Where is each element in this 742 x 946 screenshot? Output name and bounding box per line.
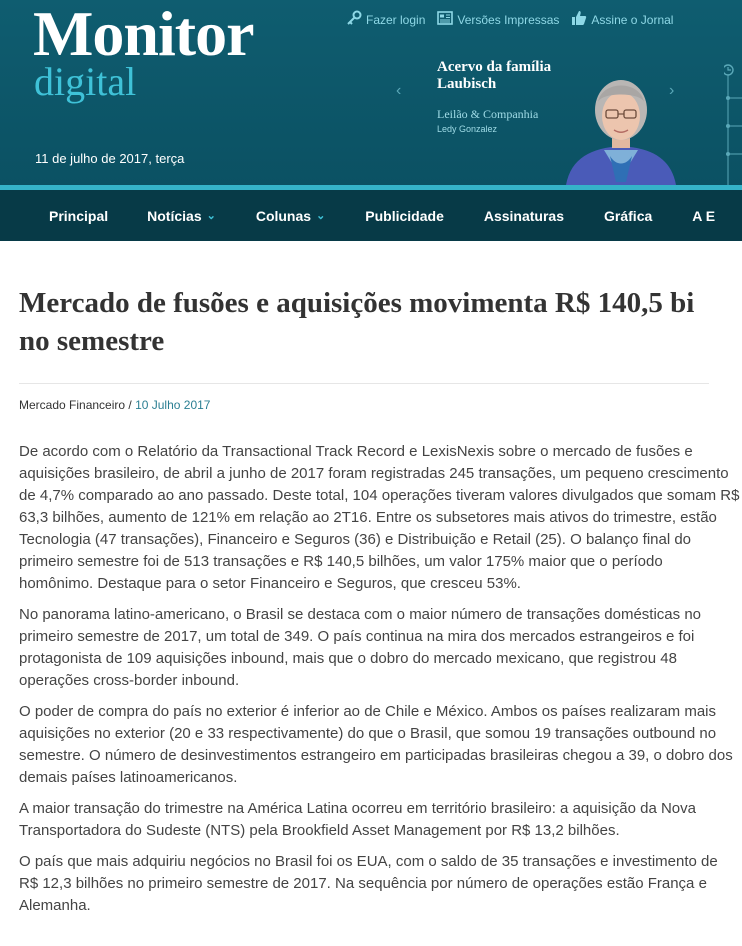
promo-title[interactable]: Acervo da família Laubisch <box>437 59 552 92</box>
nav-item-colunas[interactable] <box>256 208 325 224</box>
nav-item-noticias[interactable] <box>147 208 216 224</box>
logo-monitor[interactable]: Monitor <box>33 0 254 69</box>
promo-prev-arrow[interactable]: ‹ <box>396 82 402 99</box>
subscribe-label: Assine o Jornal <box>591 12 674 27</box>
article-body <box>19 441 741 917</box>
meta-separator: / <box>125 398 136 412</box>
nav-label: Principal <box>49 207 109 224</box>
nav-item-ae[interactable] <box>692 208 715 224</box>
article-meta <box>19 398 719 412</box>
login-link[interactable] <box>346 10 425 29</box>
key-icon <box>346 10 366 29</box>
subscribe-link[interactable] <box>571 10 673 29</box>
article <box>19 284 740 926</box>
print-versions-label: Versões Impressas <box>457 12 560 27</box>
nav-item-principal[interactable] <box>49 208 108 224</box>
article-paragraph: No panorama latino-americano, o Brasil se destaca com o maior número de transações domésticas no primeiro semestre de 2017, um total de 349. O país continua na mira dos mercados estrangeiros e foi protagonista de 109 aquisições inbound, mais que o dobro do mercado mexicano, que registrou 48 operações cross-border inbound. <box>19 606 702 689</box>
article-paragraph: De acordo com o Relatório da Transactional Track Record e LexisNexis sobre o mercado de fusões e aquisições brasileiro, de abril a junho de 2017 foram registradas 245 transações, um pequeno crescimento de 4,7% comparado ao ano passado. Deste total, 104 operações tiveram valores divulgados que somam R$ 63,3 bilhões, aumento de 121% em relação ao 2T16. Entre os subsetores mais ativos do trimestre, estão Tecnologia (47 transações), Financeiro e Seguros (36) e Distribuição e Retail (25). O balanço final do primeiro semestre foi de 513 transações e R$ 140,5 bilhões, um valor 175% maior que o período homônimo. Destaque para o setor Financeiro e Seguros, que cresceu 53%. <box>19 443 740 592</box>
promo-next-arrow[interactable]: › <box>669 82 675 99</box>
print-versions-link[interactable] <box>437 10 559 29</box>
thumbs-up-icon <box>571 10 591 29</box>
article-date: 10 Julho 2017 <box>135 398 211 412</box>
logo-digital[interactable]: digital <box>34 59 137 104</box>
nav-item-assinaturas[interactable] <box>484 208 564 224</box>
chevron-down-icon: ⌄ <box>206 210 216 222</box>
main-nav <box>0 190 742 241</box>
article-paragraph: A maior transação do trimestre na América Latina ocorreu em território brasileiro: a aquisição da Nova Transportadora do Sudeste (NTS) pela Brookfield Asset Management por R$ 13,2 bilhões. <box>19 800 696 839</box>
chevron-down-icon: ⌄ <box>316 210 326 222</box>
article-paragraph: O país que mais adquiriu negócios no Brasil foi os EUA, com o saldo de 35 transações e investimento de R$ 12,3 bilhões no primeiro semestre de 2017. Na sequência por número de operações estão França e Alemanha. <box>19 853 718 914</box>
article-category[interactable]: Mercado Financeiro <box>19 398 126 412</box>
article-title: Mercado de fusões e aquisições movimenta R$ 140,5 bi no semestre <box>19 287 695 357</box>
login-link-label: Fazer login <box>366 12 426 27</box>
nav-item-grafica[interactable] <box>604 208 652 224</box>
nav-label: Assinaturas <box>483 207 565 224</box>
nav-label: Publicidade <box>365 207 444 224</box>
article-paragraph: O poder de compra do país no exterior é inferior ao de Chile e México. Ambos os países realizaram mais aquisições no exterior (20 e 33 respectivamente) do que o Brasil, que somou 19 transações outbound no semestre. O número de desinvestimentos estrangeiro em participadas brasileiras chegou a 39, o dobro dos demais países latinoamericanos. <box>19 703 733 786</box>
header-date: 11 de julho de 2017, terça <box>35 151 185 166</box>
title-divider <box>19 383 709 384</box>
nav-label: A E <box>692 207 716 224</box>
columnist-portrait <box>566 70 676 185</box>
timeline-decoration <box>724 60 742 185</box>
newspaper-icon <box>437 11 457 28</box>
promo-column: Leilão & Companhia <box>437 107 539 121</box>
site-header <box>0 0 742 185</box>
nav-item-publicidade[interactable] <box>365 208 444 224</box>
promo-author: Ledy Gonzalez <box>437 124 498 134</box>
top-links <box>346 10 685 29</box>
nav-label: Colunas <box>255 207 312 224</box>
nav-label: Gráfica <box>604 207 653 224</box>
nav-label: Notícias <box>147 207 202 224</box>
